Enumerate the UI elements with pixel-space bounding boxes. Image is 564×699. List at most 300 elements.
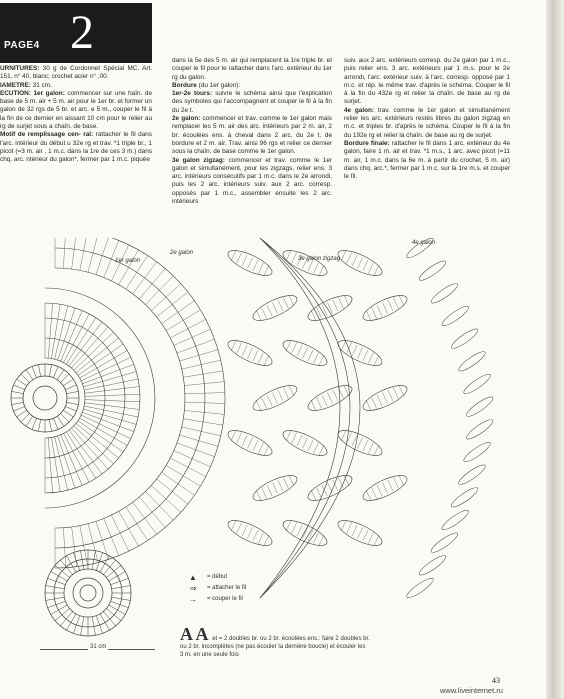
- motif-spoke: [57, 370, 64, 380]
- motif-spoke: [53, 418, 58, 429]
- zigzag-stitch: [347, 522, 352, 533]
- zigzag-stitch: [231, 430, 236, 441]
- small-motif-spoke: [51, 572, 67, 582]
- galon-2-stitch: [157, 292, 188, 317]
- zigzag-stitch: [372, 488, 377, 499]
- zigzag-stitch: [333, 390, 338, 401]
- zigzag-stitch: [292, 432, 297, 443]
- zigzag-stitch: [317, 488, 322, 499]
- galon-1-stitch: [82, 412, 133, 432]
- zigzag-stitch: [338, 477, 343, 488]
- zigzag-stitch: [313, 443, 318, 454]
- galon-2-stitch: [151, 485, 181, 512]
- picot-loop: [464, 394, 495, 419]
- text-column-3: [344, 57, 510, 181]
- zigzag-stitch: [237, 432, 242, 443]
- galon-2-stitch: [139, 269, 165, 299]
- galon-1-stitch: [85, 387, 140, 394]
- zigzag-stitch: [292, 252, 297, 263]
- zigzag-stitch: [267, 395, 272, 406]
- motif-spoke: [14, 385, 25, 390]
- zigzag-stitch: [374, 355, 379, 366]
- paragraph-heading: 4e galon:: [344, 106, 375, 114]
- zigzag-stitch: [322, 395, 327, 406]
- galon-2-stitch: [111, 515, 128, 551]
- zigzag-stitch: [262, 308, 267, 319]
- paragraph-heading: ECUTION: 1er galon:: [0, 89, 65, 97]
- zigzag-stitch: [253, 440, 258, 451]
- zigzag-stitch: [256, 490, 261, 501]
- zigzag-stitch: [308, 440, 313, 451]
- galon-2-stitch: [63, 238, 66, 268]
- zigzag-stitch: [377, 395, 382, 406]
- zigzag-stitch: [264, 535, 269, 546]
- small-motif-spoke: [55, 565, 70, 577]
- legend-row: [185, 594, 246, 605]
- caption-text: et = 2 doubles br. ou 2 br. écoulées ens.: faire 2 doubles br. ou 2 br. incomplètes (ne pas écouler la dernière boucle) et écouler les 3 m. en une seule fois: [180, 636, 370, 658]
- zigzag-stitch: [258, 263, 263, 274]
- motif-spoke: [14, 406, 25, 411]
- zigzag-stitch: [357, 528, 362, 539]
- zigzag-stitch: [352, 435, 357, 446]
- motif-spoke: [21, 414, 29, 422]
- zigzag-stitch: [377, 485, 382, 496]
- picot-loop: [429, 530, 460, 555]
- motif-spoke: [53, 367, 58, 378]
- small-motif-spoke: [106, 565, 121, 577]
- zigzag-stitch: [382, 303, 387, 314]
- zigzag-stitch: [267, 305, 272, 316]
- zigzag-stitch: [374, 445, 379, 456]
- zigzag-stitch: [283, 477, 288, 488]
- zigzag-stitch: [231, 340, 236, 351]
- zigzag-stitch: [247, 528, 252, 539]
- paragraph-heading: URNITURES:: [0, 65, 40, 72]
- zigzag-stitch: [237, 342, 242, 353]
- motif-ring: [23, 376, 67, 420]
- galon-1-stitch: [85, 394, 140, 396]
- zigzag-stitch: [247, 438, 252, 449]
- zigzag-stitch: [286, 340, 291, 351]
- galon-2-stitch: [182, 427, 221, 436]
- picot-loop: [429, 281, 460, 306]
- galon-2-stitch: [166, 310, 200, 331]
- motif-spoke: [49, 420, 51, 432]
- paragraph-text: commencer et trav. comme le 1er galon mais remplacer les 5 m. air des arc. intérieurs par 2 m. air, 2 br. écoulées ens. à cheval dans 2 arc. du 2e t. de bordure et 2 m. air. Trav. ainsi 96 rgs et relier ce dernier sous la chaîn. de base comme le 1er galon.: [172, 115, 332, 156]
- paragraph-text: suivre le schéma ainsi que l'explication des symboles qui l'accompagnent et couper le fil à la fin du 2e t.: [172, 90, 332, 114]
- paragraph-text: 31 cm.: [30, 81, 52, 89]
- zigzag-stitch: [319, 355, 324, 366]
- motif-spoke: [67, 391, 79, 393]
- motif-spoke: [65, 385, 76, 390]
- zigzag-stitch: [256, 310, 261, 321]
- zigzag-stitch: [289, 475, 294, 486]
- galon-2-stitch: [88, 238, 98, 272]
- motif-spoke: [49, 365, 51, 377]
- paragraph: [172, 157, 332, 207]
- paragraph-heading: Bordure finale:: [344, 139, 390, 147]
- zigzag-stitch: [237, 522, 242, 533]
- zigzag-stitch: [278, 480, 283, 491]
- paragraph: [344, 57, 510, 107]
- zigzag-stitch: [302, 528, 307, 539]
- zigzag-stitch: [341, 340, 346, 351]
- zigzag-stitch: [283, 387, 288, 398]
- diagram-label-galon-3: 3e galon zigzag: [298, 256, 341, 262]
- zigzag-stitch: [393, 477, 398, 488]
- zigzag-stitch: [319, 265, 324, 276]
- galon-1-stitch: [55, 306, 68, 359]
- paragraph-text: trav. comme le 1er galon et simultanément relier les arc. extérieurs restés libres du galon zigzag en m.c. et triples br. d'après le schéma. Couper le fil à la fin du 192e rg et relier la chaîn. de base au rg de surjet.: [344, 106, 510, 139]
- zigzag-stitch: [256, 400, 261, 411]
- galon-2-stitch: [170, 458, 205, 477]
- zigzag-stitch: [267, 485, 272, 496]
- paragraph-heading: IAMETRE:: [0, 81, 31, 89]
- paragraph-heading: Motif de remplissage cen- ral:: [0, 131, 94, 139]
- zigzag-stitch: [363, 350, 368, 361]
- zigzag-stitch: [368, 443, 373, 454]
- galon-4-curve: [260, 238, 350, 598]
- zigzag-stitch: [286, 520, 291, 531]
- galon-1-stitch: [81, 415, 131, 439]
- paragraph: [172, 82, 332, 90]
- paragraph-text: dans la 5e des 5 m. air qui remplacent la 1re triple br. et couper le fil pour le rattacher dans l'arc. extérieur du 1er rg du galon.: [172, 57, 332, 81]
- motif-spoke: [65, 406, 76, 411]
- picot-loop: [417, 553, 448, 578]
- galon-1-stitch: [85, 400, 140, 402]
- galon-4-curve: [260, 238, 340, 598]
- legend-text: = attacher le fil: [207, 585, 247, 591]
- galon-1-ring: [45, 303, 140, 493]
- galon-2-stitch: [119, 511, 139, 546]
- zigzag-stitch: [317, 398, 322, 409]
- zigzag-stitch: [368, 353, 373, 364]
- zigzag-stitch: [253, 530, 258, 541]
- zigzag-stitch: [278, 390, 283, 401]
- zigzag-stitch: [253, 260, 258, 271]
- galon-1-stitch: [81, 357, 131, 381]
- zigzag-stitch: [242, 345, 247, 356]
- galon-2-stitch: [151, 284, 181, 311]
- galon-2-stitch: [166, 465, 200, 486]
- motif-spoke: [61, 374, 69, 382]
- zigzag-stitch: [262, 398, 267, 409]
- zigzag-stitch: [311, 400, 316, 411]
- zigzag-stitch: [286, 250, 291, 261]
- zigzag-stitch: [297, 435, 302, 446]
- zigzag-stitch: [247, 258, 252, 269]
- galon-2-stitch: [157, 479, 188, 504]
- galon-1-stitch: [48, 438, 52, 493]
- zigzag-stitch: [297, 345, 302, 356]
- motif-spoke: [32, 418, 37, 429]
- zigzag-stitch: [242, 255, 247, 266]
- diagram-label-galon-4: 4e galon: [412, 240, 436, 246]
- galon-1-stitch: [69, 430, 102, 474]
- zigzag-stitch: [302, 438, 307, 449]
- paragraph-text: rattacher le fil dans 1 arc. extérieur du 4e galon, faire 1 m. air et trav. *1 m.s., 1 arc. avec picot (=11 m. air, 1 m.c. dans la 6e m. à partir du crochet, 5 m. air) dans chq. arc.*, fermer par 1 m.c. sur la 1re m.s. et couper le fil.: [344, 139, 511, 181]
- picot-loop: [449, 326, 480, 351]
- paragraph-text: commencer et trav. comme le 1er galon et simultanément, pour les zigzags, relier ens. 3 arc. intérieurs consécutifs par 1 m.c. dans le 2e arrondi, puis les 2 arc. intérieurs suiv. aux 2 arc. corresp. opposés par 1 m.c., assembler ensuite les 2 arc. intérieurs: [172, 156, 333, 206]
- galon-2-stitch: [162, 472, 195, 495]
- zigzag-stitch: [352, 345, 357, 356]
- motif-spoke: [67, 402, 79, 404]
- text-column-2: [172, 57, 332, 206]
- paragraph: [0, 131, 152, 164]
- zigzag-stitch: [258, 353, 263, 364]
- zigzag-stitch: [289, 385, 294, 396]
- motif-spoke: [26, 416, 33, 426]
- zigzag-stitch: [363, 530, 368, 541]
- paragraph: [0, 90, 152, 131]
- zigzag-stitch: [382, 483, 387, 494]
- galon-2-stitch: [170, 319, 205, 338]
- zigzag-stitch: [363, 260, 368, 271]
- double-stitch-symbol: A A: [180, 624, 209, 644]
- zigzag-stitch: [357, 348, 362, 359]
- header-label: PAGE4: [4, 40, 40, 51]
- cut-thread-icon: →: [189, 595, 197, 604]
- paragraph: [0, 65, 152, 82]
- motif-spoke: [57, 416, 64, 426]
- galon-2-stitch: [183, 419, 222, 425]
- picot-loop: [464, 417, 495, 442]
- dimension-text: 31 cm: [90, 644, 107, 650]
- zigzag-stitch: [341, 520, 346, 531]
- zigzag-stitch: [347, 342, 352, 353]
- small-motif-ring: [73, 578, 103, 608]
- zigzag-stitch: [374, 265, 379, 276]
- zigzag-stitch: [372, 308, 377, 319]
- motif-spoke: [12, 391, 24, 393]
- galon-2-stitch: [119, 250, 139, 285]
- symbol-legend: [185, 572, 246, 605]
- small-motif-ring: [80, 585, 96, 601]
- zigzag-stitch: [264, 355, 269, 366]
- zigzag-stitch: [272, 483, 277, 494]
- paragraph-text: rattacher le fil dans l'arc. intérieur du début u 32e rg et trav. *1 triple br., 1 picot (=3 m. air . 1 m.c. dans la 1re de ces 3 m.) dans chq. arc. ntérieur du galon*, fermer par 1 m.c. piquée: [0, 131, 152, 164]
- zigzag-stitch: [382, 393, 387, 404]
- galon-1-stitch: [69, 322, 102, 366]
- motif-spoke: [26, 370, 33, 380]
- zigzag-stitch: [302, 348, 307, 359]
- dimension-marker: [40, 645, 155, 653]
- zigzag-stitch: [338, 297, 343, 308]
- legend-row: [185, 583, 246, 594]
- zigzag-stitch: [313, 263, 318, 274]
- galon-2-stitch: [80, 238, 88, 270]
- small-motif-spoke: [106, 608, 121, 620]
- motif-spoke: [17, 410, 27, 417]
- zigzag-stitch: [327, 393, 332, 404]
- zigzag-stitch: [308, 350, 313, 361]
- zigzag-stitch: [278, 300, 283, 311]
- zigzag-stitch: [368, 263, 373, 274]
- legend-row: [185, 572, 246, 583]
- zigzag-stitch: [258, 533, 263, 544]
- galon-1-stitch: [76, 423, 119, 458]
- zigzag-stitch: [366, 400, 371, 411]
- galon-2-stitch: [96, 238, 109, 275]
- zigzag-stitch: [388, 300, 393, 311]
- zigzag-stitch: [344, 385, 349, 396]
- small-motif-ring: [64, 569, 112, 617]
- zigzag-stitch: [399, 295, 404, 306]
- paragraph-text: commencer sur une haîn. de base de 5 m. air + 5 m. air pour le 1er br. et former un galon de 32 rgs de 5 br. et arc. e 5 m., couper le fil à la fin de ce dernier en aissant 10 cm pour le relier au rg de surjet sous a chaîn. de base.: [0, 89, 153, 131]
- zigzag-stitch: [311, 490, 316, 501]
- zigzag-stitch: [242, 435, 247, 446]
- zigzag-stitch: [357, 258, 362, 269]
- legend-text: = début: [207, 574, 228, 580]
- legend-text: = couper le fil: [207, 596, 243, 602]
- galon-2-stitch: [72, 238, 77, 269]
- zigzag-stitch: [352, 525, 357, 536]
- galon-1-stitch: [85, 403, 140, 410]
- small-motif-spoke: [103, 560, 115, 575]
- motif-spoke: [61, 414, 69, 422]
- small-motif-spoke: [103, 611, 115, 626]
- zigzag-stitch: [272, 303, 277, 314]
- galon-2-stitch: [104, 518, 119, 555]
- galon-2-stitch: [183, 371, 222, 377]
- zigzag-stitch: [292, 522, 297, 533]
- paragraph-heading: 3e galon zigzag:: [172, 156, 225, 164]
- page-header: [0, 3, 152, 63]
- zigzag-stitch: [231, 520, 236, 531]
- zigzag-stitch: [357, 438, 362, 449]
- page-number: 43: [492, 676, 500, 685]
- zigzag-stitch: [393, 387, 398, 398]
- galon-2-stitch: [133, 262, 157, 294]
- motif-spoke: [21, 374, 29, 382]
- zigzag-stitch: [363, 440, 368, 451]
- picot-loop: [457, 462, 488, 487]
- motif-spoke: [12, 402, 24, 404]
- picot-loop: [462, 372, 493, 397]
- zigzag-stitch: [341, 430, 346, 441]
- motif-ring: [33, 386, 57, 410]
- small-motif-spoke: [109, 605, 125, 615]
- picot-loop: [440, 304, 471, 329]
- zigzag-stitch: [247, 348, 252, 359]
- zigzag-stitch: [258, 443, 263, 454]
- paragraph-heading: Bordure: [172, 81, 197, 89]
- symbol-caption: [180, 624, 370, 659]
- pattern-number: 2: [70, 6, 94, 59]
- zigzag-stitch: [352, 255, 357, 266]
- galon-1-stitch: [55, 437, 68, 490]
- zigzag-stitch: [372, 398, 377, 409]
- zigzag-stitch: [283, 297, 288, 308]
- paragraph-text: (du 1er galon):: [196, 81, 241, 89]
- paragraph-heading: 1er-2e tours:: [172, 90, 213, 98]
- paragraph: [172, 90, 332, 115]
- zigzag-stitch: [231, 250, 236, 261]
- small-motif-spoke: [109, 572, 125, 582]
- small-motif-spoke: [67, 556, 77, 572]
- zigzag-stitch: [347, 252, 352, 263]
- paragraph-heading: 2e galon:: [172, 115, 201, 123]
- zigzag-stitch: [262, 488, 267, 499]
- zigzag-stitch: [286, 430, 291, 441]
- zigzag-stitch: [264, 445, 269, 456]
- small-motif-spoke: [100, 556, 110, 572]
- zigzag-stitch: [319, 535, 324, 546]
- zigzag-stitch: [297, 525, 302, 536]
- zigzag-stitch: [272, 393, 277, 404]
- galon-1-stitch: [51, 304, 60, 358]
- zigzag-stitch: [327, 303, 332, 314]
- zigzag-stitch: [264, 265, 269, 276]
- zigzag-stitch: [253, 350, 258, 361]
- small-motif-spoke: [51, 605, 67, 615]
- zigzag-stitch: [377, 305, 382, 316]
- zigzag-stitch: [399, 385, 404, 396]
- zigzag-stitch: [399, 475, 404, 486]
- small-motif-spoke: [100, 614, 110, 630]
- galon-2-stitch: [180, 350, 218, 361]
- zigzag-stitch: [242, 525, 247, 536]
- crochet-diagram: [0, 238, 546, 638]
- zigzag-stitch: [366, 490, 371, 501]
- galon-1-stitch: [82, 364, 133, 384]
- motif-spoke: [32, 367, 37, 378]
- paragraph: [0, 82, 152, 90]
- zigzag-stitch: [292, 342, 297, 353]
- small-motif-spoke: [60, 611, 72, 626]
- zigzag-stitch: [368, 533, 373, 544]
- motif-spoke: [63, 379, 73, 386]
- picot-loop: [449, 485, 480, 510]
- paragraph-text: 30 g de Cordonnet Spécial MC, Art. 151, n° 40, blanc; crochet acier n° ,00.: [0, 65, 152, 81]
- text-column-1: [0, 65, 152, 165]
- motif-spoke: [63, 410, 73, 417]
- zigzag-stitch: [327, 483, 332, 494]
- galon-2-stitch: [133, 502, 157, 534]
- diagram-label-galon-1: 1er galon: [115, 258, 141, 264]
- watermark: www.liveinternet.ru: [440, 686, 503, 695]
- motif-spoke: [17, 379, 27, 386]
- zigzag-stitch: [388, 390, 393, 401]
- zigzag-stitch: [289, 295, 294, 306]
- paragraph: [172, 115, 332, 156]
- motif-spoke: [38, 365, 40, 377]
- small-motif-spoke: [67, 614, 77, 630]
- motif-spoke: [38, 420, 40, 432]
- zigzag-stitch: [333, 300, 338, 311]
- paragraph-text: suiv. aux 2 arc. extérieurs corresp. du 2e galon par 1 m.c., puis relier ens. 3 arc. extérieurs par 1 m.s. pour le 2e arrondi, l'arc. extérieur suiv. à l'arc. corresp. opposé par 1 m.c. et rép. le même trav. d'après le schéma. Couper le fil à la fin du 432e rg et relier la chaîn. de base au rg de surjet.: [344, 57, 510, 106]
- galon-2-stitch: [182, 360, 221, 369]
- galon-2-stitch: [180, 435, 218, 446]
- galon-2-stitch: [139, 497, 165, 527]
- page-edge: [546, 0, 564, 699]
- zigzag-stitch: [237, 252, 242, 263]
- picot-loop: [405, 576, 436, 601]
- zigzag-stitch: [366, 310, 371, 321]
- zigzag-stitch: [393, 297, 398, 308]
- galon-1-ring: [45, 288, 155, 508]
- small-motif-spoke: [55, 608, 70, 620]
- picot-loop: [462, 440, 493, 465]
- zigzag-stitch: [374, 535, 379, 546]
- picot-loop: [440, 508, 471, 533]
- galon-1-stitch: [48, 303, 52, 358]
- zigzag-stitch: [319, 445, 324, 456]
- galon-1-stitch: [76, 338, 119, 373]
- galon-2-stitch: [88, 524, 98, 563]
- zigzag-stitch: [313, 353, 318, 364]
- zigzag-stitch: [344, 295, 349, 306]
